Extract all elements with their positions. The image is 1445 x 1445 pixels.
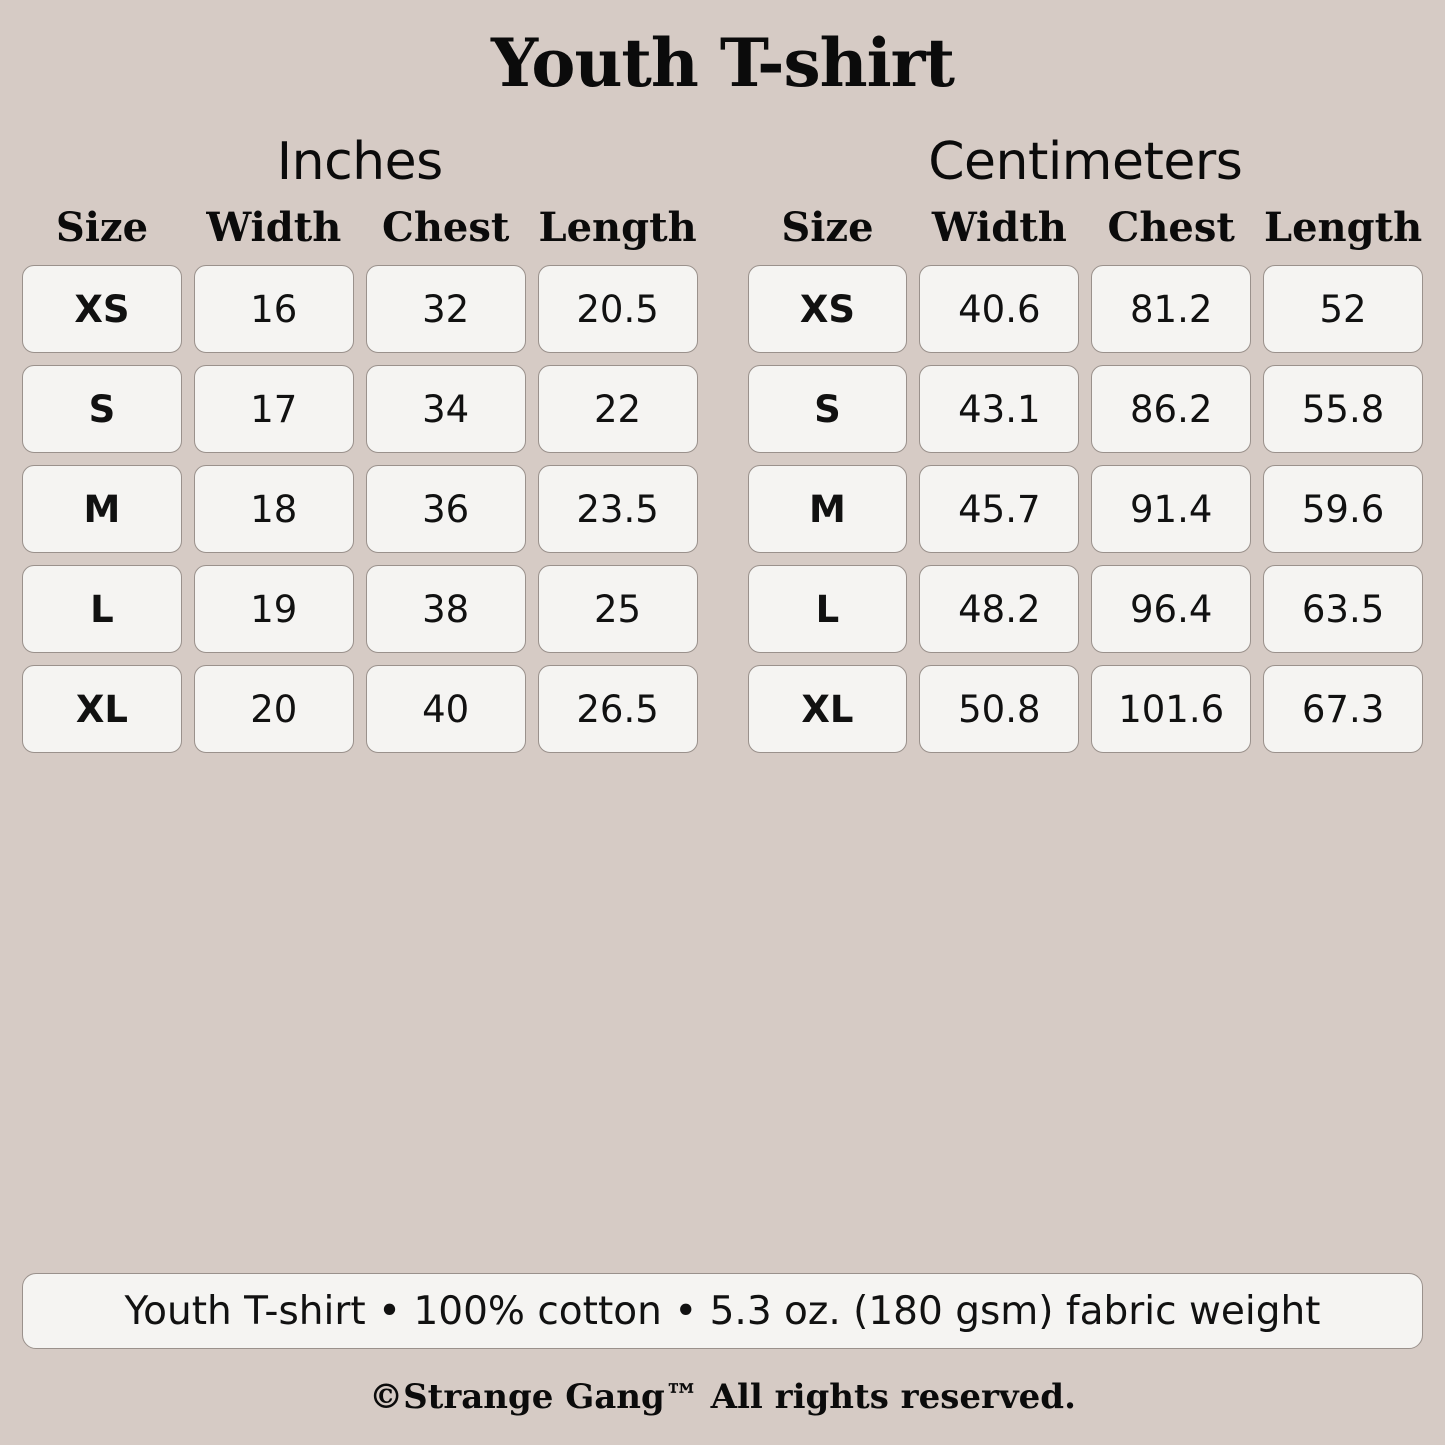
cell-chest: 101.6 <box>1091 665 1251 753</box>
cell-chest: 91.4 <box>1091 465 1251 553</box>
cell-chest: 34 <box>366 365 526 453</box>
column-header-size: Size <box>781 204 874 251</box>
cell-width: 45.7 <box>919 465 1079 553</box>
cell-width: 40.6 <box>919 265 1079 353</box>
column-header-size: Size <box>55 204 149 251</box>
inches-heading: Inches <box>276 132 443 192</box>
cell-chest: 81.2 <box>1091 265 1251 353</box>
table-row <box>748 665 1424 753</box>
column-header-length: Length <box>538 204 697 251</box>
cell-width: 16 <box>194 265 354 353</box>
column-header-width: Width <box>931 204 1067 251</box>
cell-width: 19 <box>194 565 354 653</box>
cell-size: M <box>748 465 908 553</box>
cell-chest: 86.2 <box>1091 365 1251 453</box>
column-header-chest: Chest <box>1107 204 1235 251</box>
cell-chest: 36 <box>366 465 526 553</box>
cell-length: 25 <box>538 565 698 653</box>
inches-table <box>22 132 698 765</box>
cell-chest: 38 <box>366 565 526 653</box>
table-row <box>22 265 698 353</box>
cell-size: M <box>22 465 182 553</box>
cell-size: S <box>748 365 908 453</box>
table-row <box>22 665 698 753</box>
cell-chest: 96.4 <box>1091 565 1251 653</box>
cell-length: 20.5 <box>538 265 698 353</box>
cell-width: 50.8 <box>919 665 1079 753</box>
centimeters-table <box>748 132 1424 765</box>
cell-chest: 40 <box>366 665 526 753</box>
cell-length: 59.6 <box>1263 465 1423 553</box>
centimeters-header-row <box>748 204 1424 251</box>
cell-size: L <box>22 565 182 653</box>
column-header-chest: Chest <box>382 204 510 251</box>
cell-width: 48.2 <box>919 565 1079 653</box>
cell-length: 22 <box>538 365 698 453</box>
cell-width: 18 <box>194 465 354 553</box>
table-row <box>22 565 698 653</box>
cell-width: 20 <box>194 665 354 753</box>
cell-width: 17 <box>194 365 354 453</box>
table-row <box>748 365 1424 453</box>
column-header-width: Width <box>206 204 342 251</box>
cell-length: 23.5 <box>538 465 698 553</box>
table-row <box>22 465 698 553</box>
cell-length: 67.3 <box>1263 665 1423 753</box>
cell-length: 26.5 <box>538 665 698 753</box>
cell-size: XS <box>748 265 908 353</box>
product-info-banner: Youth T-shirt • 100% cotton • 5.3 oz. (180 gsm) fabric weight <box>22 1273 1423 1349</box>
cell-size: S <box>22 365 182 453</box>
cell-chest: 32 <box>366 265 526 353</box>
inches-header-row <box>22 204 698 251</box>
table-row <box>748 565 1424 653</box>
cell-size: XL <box>748 665 908 753</box>
table-row <box>748 465 1424 553</box>
cell-length: 52 <box>1263 265 1423 353</box>
column-header-length: Length <box>1263 204 1423 251</box>
copyright-text: ©Strange Gang™ All rights reserved. <box>369 1377 1076 1417</box>
cell-width: 43.1 <box>919 365 1079 453</box>
cell-size: XL <box>22 665 182 753</box>
cell-length: 63.5 <box>1263 565 1423 653</box>
page-title: Youth T-shirt <box>491 24 954 102</box>
tables-container <box>0 132 1445 765</box>
cell-size: XS <box>22 265 182 353</box>
cell-size: L <box>748 565 908 653</box>
table-row <box>22 365 698 453</box>
centimeters-heading: Centimeters <box>928 132 1243 192</box>
cell-length: 55.8 <box>1263 365 1423 453</box>
table-row <box>748 265 1424 353</box>
